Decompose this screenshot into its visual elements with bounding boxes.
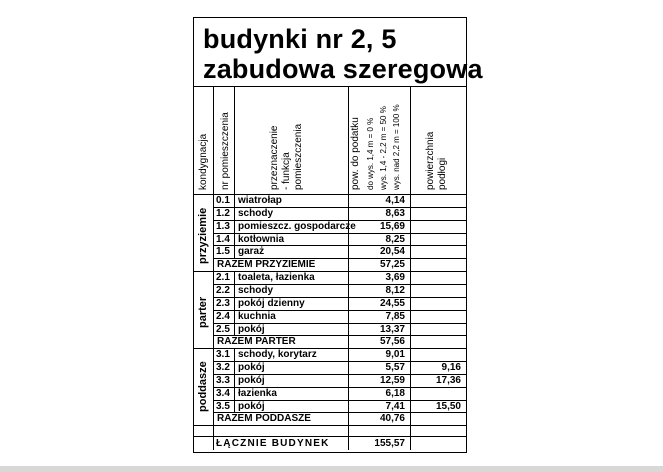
room-name: pokój dzienny — [238, 297, 305, 309]
room-floor-area: 9,16 — [441, 362, 461, 374]
room-nr: 3.5 — [216, 400, 230, 412]
header-pow-line-1: pow. do podatku — [350, 117, 361, 190]
room-area: 13,37 — [379, 323, 405, 335]
floor-name-parter: parter — [197, 297, 209, 329]
floor-total-value: 40,76 — [379, 413, 405, 425]
room-name: kuchnia — [238, 310, 276, 322]
floor-total-label: RAZEM PRZYZIEMIE — [217, 259, 316, 271]
column-divider — [234, 86, 235, 194]
room-area: 20,54 — [379, 246, 405, 258]
grand-total-value: 155,57 — [374, 438, 405, 450]
room-area: 3,69 — [385, 272, 405, 284]
column-divider — [410, 271, 411, 348]
header-podlogi-line-1: powierzchnia — [425, 131, 436, 190]
room-name: toaleta, łazienka — [238, 272, 315, 284]
room-nr: 1.2 — [216, 207, 230, 219]
column-divider — [410, 436, 411, 450]
floor-bottom-line — [193, 425, 467, 426]
room-area: 7,85 — [385, 310, 405, 322]
room-area: 8,25 — [385, 233, 405, 245]
room-area: 6,18 — [385, 387, 405, 399]
room-nr: 0.1 — [216, 195, 230, 206]
column-divider — [410, 86, 411, 194]
room-nr: 2.5 — [216, 323, 230, 335]
room-name: garaż — [238, 246, 265, 258]
room-name: schody — [238, 284, 274, 296]
room-area: 7,41 — [385, 400, 405, 412]
room-name: kotłownia — [238, 233, 285, 245]
header-przeznaczenie-line-2: - funkcja — [281, 152, 292, 190]
room-area: 5,57 — [385, 362, 405, 374]
column-divider — [348, 271, 349, 348]
column-divider — [234, 194, 235, 258]
room-area: 12,59 — [379, 374, 405, 386]
room-nr: 2.3 — [216, 297, 230, 309]
room-name: schody, korytarz — [238, 349, 317, 361]
floor-total-label: RAZEM PARTER — [217, 336, 296, 348]
room-nr: 1.4 — [216, 233, 230, 245]
room-nr: 1.3 — [216, 220, 230, 232]
room-nr: 2.1 — [216, 272, 230, 284]
floor-name-poddasze: poddasze — [197, 360, 209, 412]
floor-name-przyziemie: przyziemie — [197, 207, 209, 264]
room-name: pomieszcz. gospodarcze — [238, 220, 356, 232]
column-divider — [213, 271, 214, 348]
column-divider — [348, 194, 349, 271]
header-przeznaczenie-line-1: przeznaczenie — [269, 125, 280, 190]
column-divider — [213, 436, 214, 450]
floor-total-value: 57,25 — [379, 259, 405, 271]
room-name: wiatrołap — [238, 195, 282, 206]
room-area: 4,14 — [385, 195, 405, 206]
room-nr: 3.4 — [216, 387, 230, 399]
room-name: pokój — [238, 362, 265, 374]
header-nr-pomieszczenia: nr pomieszczenia — [220, 112, 231, 190]
title-line-2: zabudowa szeregowa — [203, 54, 483, 84]
title-line-1: budynki nr 2, 5 — [203, 24, 397, 54]
bottom-scroll-strip — [0, 466, 663, 472]
room-area: 24,55 — [379, 297, 405, 309]
room-name: pokój — [238, 374, 265, 386]
column-divider — [410, 425, 411, 436]
header-pow-line-3: wys. 1,4 - 2,2 m = 50 % — [379, 106, 388, 190]
room-nr: 2.4 — [216, 310, 230, 322]
room-nr: 3.3 — [216, 374, 230, 386]
room-area: 15,69 — [379, 220, 405, 232]
header-pow-line-4: wys. nad 2,2 m = 100 % — [392, 104, 401, 190]
header-podlogi-line-2: podłogi — [437, 157, 448, 190]
header-przeznaczenie-line-3: pomieszczenia — [293, 123, 304, 190]
header-pow-line-2: do wys. 1,4 m = 0 % — [366, 117, 375, 190]
header-kondygnacja: kondygnacja — [198, 133, 209, 190]
column-divider — [348, 425, 349, 436]
room-name: pokój — [238, 323, 265, 335]
room-floor-area: 17,36 — [435, 374, 461, 386]
room-area: 9,01 — [385, 349, 405, 361]
column-divider — [234, 271, 235, 335]
column-divider — [213, 194, 214, 271]
room-nr: 3.1 — [216, 349, 230, 361]
column-divider — [213, 425, 214, 436]
column-divider — [410, 194, 411, 271]
room-name: łazienka — [238, 387, 277, 399]
column-divider — [213, 86, 214, 194]
floor-total-value: 57,56 — [379, 336, 405, 348]
column-divider — [213, 348, 214, 425]
room-nr: 1.5 — [216, 246, 230, 258]
room-area: 8,63 — [385, 207, 405, 219]
room-name: schody — [238, 207, 274, 219]
grand-total-label: ŁĄCZNIE BUDYNEK — [216, 438, 330, 450]
column-divider — [348, 86, 349, 194]
room-nr: 3.2 — [216, 362, 230, 374]
column-divider — [234, 348, 235, 412]
room-nr: 2.2 — [216, 284, 230, 296]
column-divider — [348, 348, 349, 425]
room-area: 8,12 — [385, 284, 405, 296]
column-divider — [410, 348, 411, 425]
floor-total-label: RAZEM PODDASZE — [217, 413, 311, 425]
room-floor-area: 15,50 — [435, 400, 461, 412]
room-name: pokój — [238, 400, 265, 412]
column-divider — [348, 436, 349, 450]
